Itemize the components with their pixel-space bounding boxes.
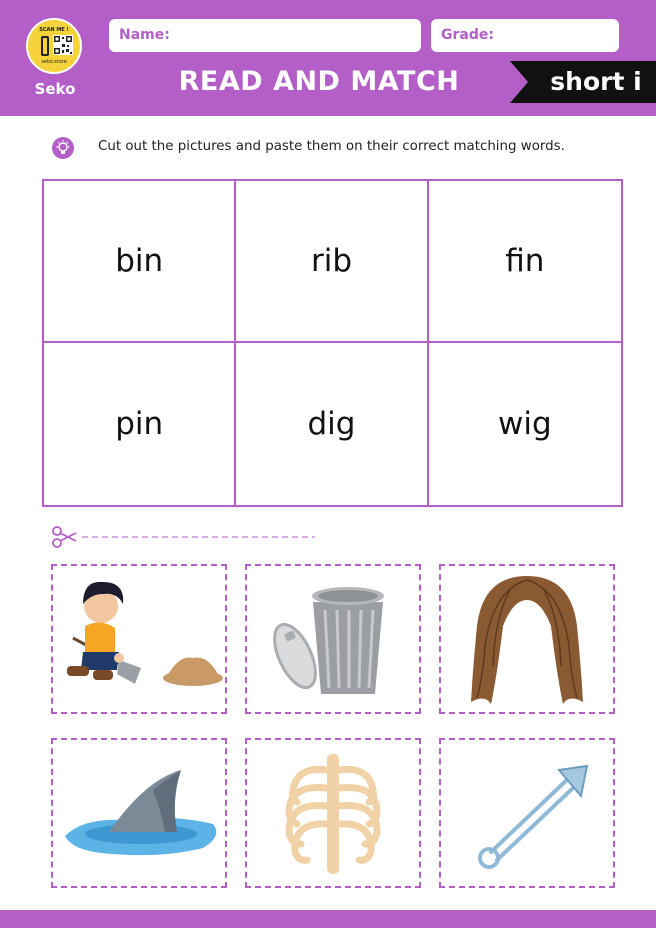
logo-brand: Seko — [34, 80, 76, 98]
name-field[interactable] — [109, 19, 421, 52]
footer-bar — [0, 910, 656, 928]
logo-store-text: seko.store — [41, 59, 67, 65]
word-cell-pin[interactable]: pin — [44, 343, 236, 505]
trash-bin-picture — [247, 566, 419, 712]
short-i-tag — [510, 61, 656, 103]
word-cell-rib[interactable]: rib — [236, 181, 428, 343]
logo-scan-text: SCAN ME ! — [39, 27, 69, 33]
logo-badge — [26, 18, 82, 74]
word-cell-fin[interactable]: fin — [429, 181, 621, 343]
phone-icon — [41, 36, 49, 56]
qr-code-icon — [53, 35, 73, 55]
picture-card-fin[interactable] — [51, 738, 227, 888]
cut-line — [52, 526, 317, 548]
wig-picture — [441, 566, 613, 712]
word-cell-dig[interactable]: dig — [236, 343, 428, 505]
scissors-icon — [53, 527, 76, 547]
header-banner — [0, 0, 656, 116]
picture-card-dig[interactable] — [51, 564, 227, 714]
ribcage-picture — [247, 740, 419, 886]
grade-field[interactable] — [431, 19, 619, 52]
page-title: READ AND MATCH — [178, 66, 460, 97]
picture-card-wig[interactable] — [439, 564, 615, 714]
picture-card-rib[interactable] — [245, 738, 421, 888]
lightbulb-icon — [52, 137, 74, 159]
instruction-text: Cut out the pictures and paste them on their correct matching words. — [98, 139, 565, 154]
seko-logo — [24, 18, 86, 102]
word-cell-bin[interactable]: bin — [44, 181, 236, 343]
picture-card-bin[interactable] — [245, 564, 421, 714]
picture-card-pin[interactable] — [439, 738, 615, 888]
shark-fin-picture — [53, 740, 225, 886]
safety-pin-picture — [441, 740, 613, 886]
tag-label: short i — [550, 67, 642, 96]
word-grid — [42, 179, 623, 507]
grade-label: Grade: — [441, 27, 494, 43]
boy-digging-picture — [53, 566, 225, 712]
name-label: Name: — [119, 27, 170, 43]
word-cell-wig[interactable]: wig — [497, 406, 552, 442]
